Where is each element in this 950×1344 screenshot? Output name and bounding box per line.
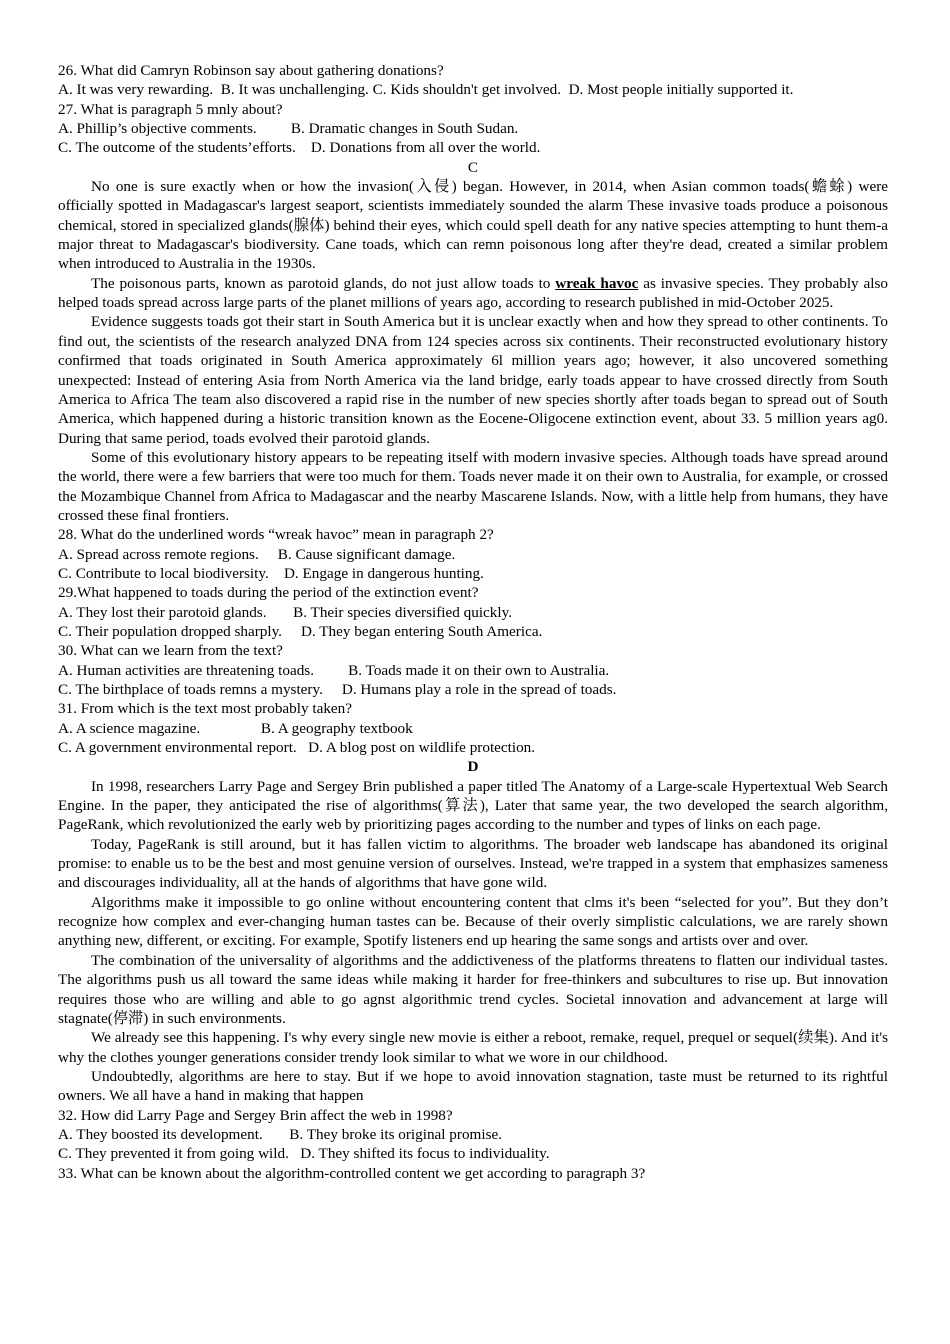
question-33-stem: 33. What can be known about the algorithm-controlled content we get according to paragraph 3? <box>58 1164 646 1182</box>
section-d-paragraph-2: Today, PageRank is still around, but it has fallen victim to algorithms. The broader web landscape has abandoned its original promise: to enable us to be the best and most genuine version of ourselves. Instead, we're trapped in a system that emphasizes sameness and discourages individuality, all at the hands of algorithms that have gone wild. <box>58 835 888 892</box>
question-32-options-ab: A. They boosted its development. B. They broke its original promise. <box>58 1125 503 1143</box>
section-d-paragraph-5: We already see this happening. I's why every single new movie is either a reboot, remake, requel, prequel or sequel(续集). And it's why the clothes younger generations consider trendy look similar to what we wore in our childhood. <box>58 1029 888 1066</box>
section-d-heading: D <box>467 758 479 776</box>
question-30-options-ab: A. Human activities are threatening toads. B. Toads made it on their own to Australia. <box>58 661 610 679</box>
question-28-options-ab: A. Spread across remote regions. B. Cause significant damage. <box>58 545 456 563</box>
section-d-paragraph-4: The combination of the universality of algorithms and the addictiveness of the platforms threatens to flatten our individual tastes. The algorithms push us all toward the same ideas while making it harder for free-thinkers and subcultures to rise up. But innovation requires those who are willing and able to go agnst algorithmic trend cycles. Societal innovation and advancement at large will stagnate(停滞) in such environments. <box>58 951 888 1027</box>
question-27-options-ab: A. Phillip’s objective comments. B. Dramatic changes in South Sudan. <box>58 120 519 138</box>
p2-text-after: as invasive species. They probably also helped toads spread across large parts of the planet millions of years ago, according to research published in mid-October 2025. <box>58 274 888 312</box>
question-32-options-cd: C. They prevented it from going wild. D. They shifted its focus to individuality. <box>58 1145 550 1163</box>
question-29-options-cd: C. Their population dropped sharply. D. They began entering South America. <box>58 622 543 640</box>
question-29-options-ab: A. They lost their parotoid glands. B. Their species diversified quickly. <box>58 603 512 621</box>
question-28-options-cd: C. Contribute to local biodiversity. D. Engage in dangerous hunting. <box>58 564 484 582</box>
question-27-options-cd: C. The outcome of the students’efforts. D. Donations from all over the world. <box>58 139 541 157</box>
question-28-stem: 28. What do the underlined words “wreak havoc” mean in paragraph 2? <box>58 526 494 544</box>
question-30-options-cd: C. The birthplace of toads remns a mystery. D. Humans play a role in the spread of toads. <box>58 681 617 698</box>
p2-text-before: The poisonous parts, known as parotoid glands, do not just allow toads to <box>91 274 556 292</box>
section-c-paragraph-3: Evidence suggests toads got their start in South America but it is unclear exactly when and how they spread to other continents. To find out, the scientists of the research analyzed DNA from 124 species across six continents. Their reconstructed evolutionary history confirmed that toads originated in South America approximately 6l million years ago; however, it also uncovered something unexpected: Instead of entering Asia from North America via the land bridge, early toads appear to have crossed directly from South America to Africa The team also discovered a rapid rise in the number of new species shortly after toads began to spread out of South America, which happened during a historic transition known as the Eocene-Oligocene extinction event, about 33. 5 million years ag0. During that same period, toads evolved their parotoid glands. <box>58 313 888 447</box>
question-27-stem: 27. What is paragraph 5 mnly about? <box>58 100 283 118</box>
underlined-phrase: wreak havoc <box>555 274 639 292</box>
question-32-stem: 32. How did Larry Page and Sergey Brin affect the web in 1998? <box>58 1106 453 1124</box>
section-c-paragraph-2 <box>58 274 888 313</box>
question-26-options: A. It was very rewarding. B. It was unchallenging. C. Kids shouldn't get involved. D. Most people initially supported it. <box>58 81 794 99</box>
section-d-paragraph-3: Algorithms make it impossible to go online without encountering content that clms it's been “selected for you”. But they don’t recognize how complex and ever-changing human tastes can be. Because of their overly simplistic calculations, we are rarely shown anything new, different, or exciting. For example, Spotify listeners end up hearing the same songs and artists over and over. <box>58 893 888 950</box>
question-29-stem: 29.What happened to toads during the period of the extinction event? <box>58 584 479 602</box>
section-d-paragraph-6: Undoubtedly, algorithms are here to stay. But if we hope to avoid innovation stagnation, taste must be returned to its rightful owners. We all have a hand in making that happen <box>58 1067 888 1105</box>
section-c-paragraph-4: Some of this evolutionary history appears to be repeating itself with modern invasive species. Although toads have spread around the world, there were a few barriers that were too much for them. Toads never made it on their own to Australia, for example, or crossed the Mozambique Channel from Africa to Madagascar and the nearby Mascarene Islands. Now, with a little help from humans, they have crossed these final frontiers. <box>58 448 888 524</box>
question-31-stem: 31. From which is the text most probably taken? <box>58 700 352 718</box>
section-c-heading: C <box>467 158 479 176</box>
question-26-stem: 26. What did Camryn Robinson say about gathering donations? <box>58 62 444 79</box>
question-31-options-ab: A. A science magazine. B. A geography textbook <box>58 719 413 737</box>
section-c-paragraph-1: No one is sure exactly when or how the invasion(入侵) began. However, in 2014, when Asian common toads(蟾蜍) were officially spotted in Madagascar's largest seaport, scientists immediately sounded the alarm These invasive toads produce a poisonous chemical, stored in specialized glands(腺体) behind their eyes, which could spell death for any native species attempting to hunt them-a major threat to Madagascar's biodiversity. Cane toads, which can remn poisonous long after they're dead, created a similar problem when introduced to Australia in the 1930s. <box>58 178 888 273</box>
question-31-options-cd: C. A government environmental report. D. A blog post on wildlife protection. <box>58 739 536 757</box>
section-d-paragraph-1: In 1998, researchers Larry Page and Sergey Brin published a paper titled The Anatomy of a Large-scale Hypertextual Web Search Engine. In the paper, they anticipated the rise of algorithms(算法), Later that same year, the two developed the search algorithm, PageRank, which revolutionized the early web by prioritizing pages according to the number and types of links on each page. <box>58 777 888 834</box>
question-30-stem: 30. What can we learn from the text? <box>58 642 283 660</box>
